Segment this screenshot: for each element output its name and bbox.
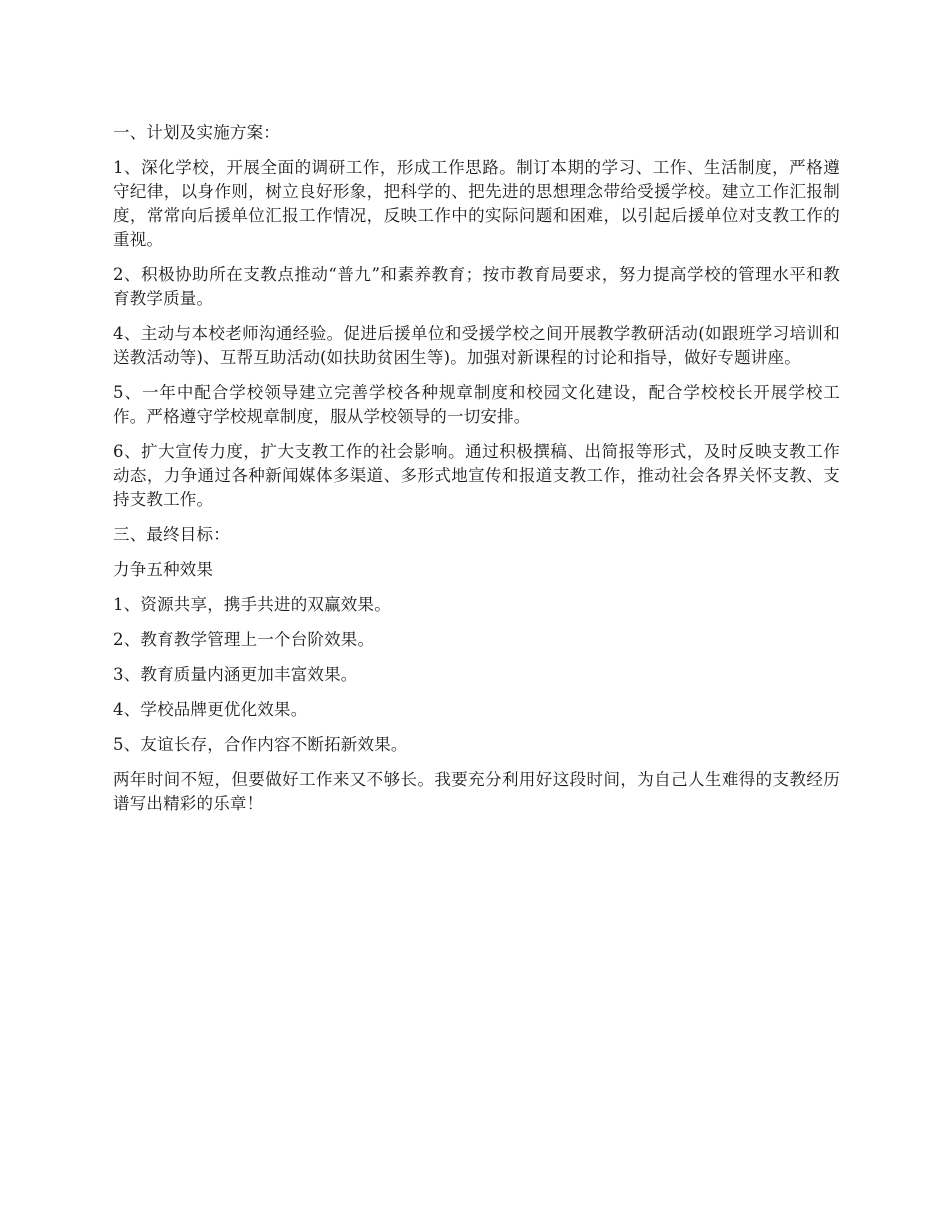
goals-intro: 力争五种效果 [113, 560, 214, 579]
closing-paragraph: 两年时间不短，但要做好工作来又不够长。我要充分利用好这段时间，为自己人生难得的支教经历谱写出精彩的乐章！ [113, 770, 840, 813]
goal-item-4: 4、学校品牌更优化效果。 [113, 700, 308, 719]
goal-item-3: 3、教育质量内涵更加丰富效果。 [113, 665, 358, 684]
section-heading-plan: 一、计划及实施方案： [113, 123, 280, 142]
plan-item-2: 2、积极协助所在支教点推动“普九”和素养教育；按市教育局要求，努力提高学校的管理水平和教育教学质量。 [113, 265, 840, 308]
plan-item-5: 5、一年中配合学校领导建立完善学校各种规章制度和校园文化建设，配合学校校长开展学校工作。严格遵守学校规章制度，服从学校领导的一切安排。 [113, 383, 840, 426]
plan-item-1: 1、深化学校，开展全面的调研工作，形成工作思路。制订本期的学习、工作、生活制度，严格遵守纪律，以身作则，树立良好形象，把科学的、把先进的思想理念带给受援学校。建立工作汇报制度，常常向后援单位汇报工作情况，反映工作中的实际问题和困难，以引起后援单位对支教工作的重视。 [113, 158, 840, 249]
goal-item-5: 5、友谊长存，合作内容不断拓新效果。 [113, 735, 408, 754]
plan-item-6: 6、扩大宣传力度，扩大支教工作的社会影响。通过积极撰稿、出简报等形式，及时反映支教工作动态，力争通过各种新闻媒体多渠道、多形式地宣传和报道支教工作，推动社会各界关怀支教、支持支教工作。 [113, 442, 840, 509]
plan-item-4: 4、主动与本校老师沟通经验。促进后援单位和受援学校之间开展教学教研活动(如跟班学习培训和送教活动等)、互帮互助活动(如扶助贫困生等)。加强对新课程的讨论和指导，做好专题讲座。 [113, 324, 840, 367]
section-heading-goals: 三、最终目标： [113, 525, 230, 544]
goal-item-2: 2、教育教学管理上一个台阶效果。 [113, 630, 375, 649]
goal-item-1: 1、资源共享，携手共进的双赢效果。 [113, 595, 391, 614]
document-page [113, 121, 840, 827]
